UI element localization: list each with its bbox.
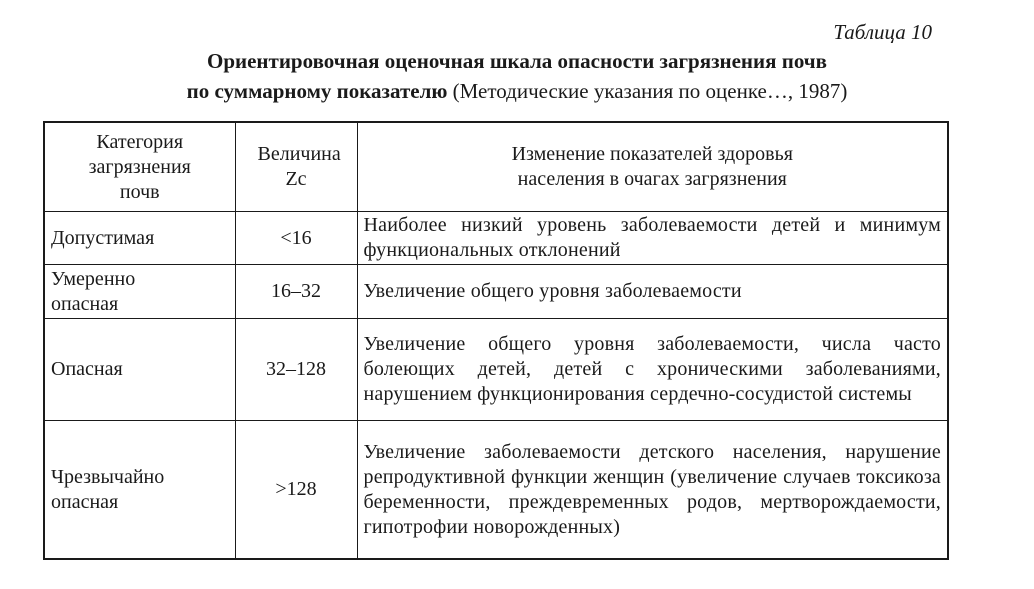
caption-line2	[0, 76, 1034, 106]
caption-source: (Методические указания по оценке…, 1987)	[447, 79, 848, 103]
header-category: Категория загрязнения почв	[44, 122, 235, 212]
table-row	[44, 319, 948, 421]
row-effect: Наиболее низкий уровень заболеваемости детей и минимум функциональных отклонений	[357, 212, 948, 265]
row-effect: Увеличение общего уровня заболеваемости	[357, 265, 948, 319]
row-effect: Увеличение общего уровня заболеваемости, числа часто болеющих детей, детей с хроническими заболеваниями, нарушением функционирования сердечно-сосудистой системы	[357, 319, 948, 421]
table-row	[44, 265, 948, 319]
row-category: Чрезвычайно опасная	[44, 421, 235, 560]
table-row	[44, 212, 948, 265]
row-zc: <16	[235, 212, 357, 265]
table-header-row	[44, 122, 948, 212]
row-zc: >128	[235, 421, 357, 560]
caption-title-line1: Ориентировочная оценочная шкала опасности загрязнения почв	[206, 49, 827, 73]
row-zc: 16–32	[235, 265, 357, 319]
table-row	[44, 421, 948, 560]
pollution-scale-table	[43, 121, 949, 560]
row-category: Опасная	[44, 319, 235, 421]
table-number: Таблица 10	[833, 20, 932, 44]
table-caption	[0, 46, 1034, 106]
header-effect: Изменение показателей здоровья населения в очагах загрязнения	[357, 122, 948, 212]
row-category: Умеренно опасная	[44, 265, 235, 319]
caption-title-line2: по суммарному показателю	[186, 79, 448, 103]
row-zc: 32–128	[235, 319, 357, 421]
row-effect: Увеличение заболеваемости детского населения, нарушение репродуктивной функции женщин (увеличение случаев токсикоза беременности, преждевременных родов, мертворождаемости, гипотрофии новорожденных)	[357, 421, 948, 560]
row-category: Допустимая	[44, 212, 235, 265]
header-zc: Величина Zc	[235, 122, 357, 212]
